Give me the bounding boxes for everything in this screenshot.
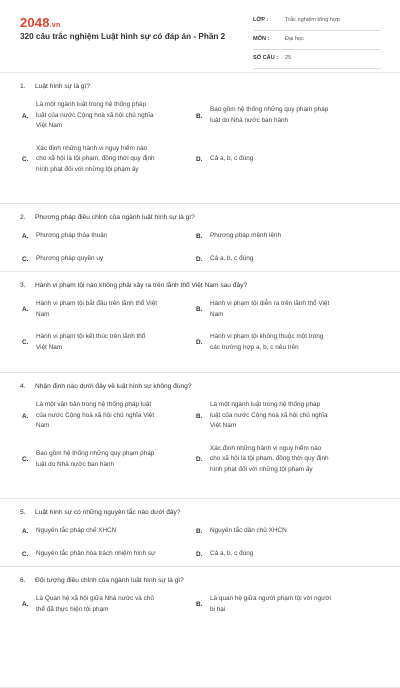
question-prompt: Luật hình sự có những nguyên tắc nào dưới đây? [35, 509, 181, 516]
question-2 [0, 204, 400, 272]
option-letter: A. [22, 112, 29, 120]
option-text-line: các trường hợp a, b, c nêu trên [210, 343, 299, 351]
option-letter: C. [22, 339, 29, 347]
question-text [20, 282, 247, 289]
option-text [36, 526, 196, 537]
meta-label: MÔN : [253, 36, 270, 42]
meta-row-subject [253, 34, 381, 50]
option-text-line: hình phạt đối với những tội phạm ấy [36, 165, 139, 173]
question-number: 3. [20, 282, 26, 289]
option-text-line: Nguyên tắc phân hóa trách nhiệm hình sự [36, 549, 156, 557]
option-text-line: Phương pháp thỏa thuận [36, 232, 108, 239]
question-number: 6. [20, 577, 26, 584]
meta-row-count [253, 53, 381, 69]
option-b[interactable] [196, 299, 372, 320]
meta-label: SỐ CÂU : [253, 55, 279, 61]
option-text-line: Phương pháp mệnh lệnh [210, 232, 282, 239]
option-text [210, 526, 370, 537]
option-text-line: Là một ngành luật trong hệ thống pháp [210, 401, 321, 408]
option-text-line: thể đã thực hiện tội phạm [36, 605, 109, 613]
option-d[interactable] [196, 549, 372, 560]
question-number: 2. [20, 214, 26, 221]
meta-row-class [253, 15, 381, 31]
question-prompt: Luật hình sự là gì? [35, 83, 91, 90]
option-text [210, 444, 370, 476]
option-text [36, 449, 196, 470]
option-text [36, 231, 196, 242]
option-text [210, 154, 370, 165]
question-number: 1. [20, 83, 26, 90]
option-letter: A. [22, 528, 29, 535]
option-a[interactable] [22, 594, 198, 615]
option-letter: B. [196, 601, 203, 609]
option-b[interactable] [196, 231, 372, 242]
question-text [20, 509, 181, 516]
option-letter: C. [22, 255, 29, 263]
option-d[interactable] [196, 332, 372, 353]
question-text [20, 83, 90, 90]
option-text [36, 400, 196, 432]
option-letter: B. [196, 306, 203, 314]
option-text [36, 299, 196, 320]
option-c[interactable] [22, 332, 198, 353]
option-text [210, 332, 370, 353]
option-text [210, 231, 370, 242]
option-b[interactable] [196, 594, 372, 615]
option-c[interactable] [22, 549, 198, 560]
option-letter: A. [22, 601, 29, 609]
option-b[interactable] [196, 400, 372, 432]
option-c[interactable] [22, 444, 198, 476]
option-letter: B. [196, 233, 203, 240]
option-b[interactable] [196, 100, 372, 132]
option-text-line: Hành vi phạm tội kết thúc trên lãnh thổ [36, 333, 146, 341]
option-text [210, 400, 370, 432]
option-d[interactable] [196, 144, 372, 176]
option-text-line: Là một văn bản trong hệ thống pháp luật [36, 401, 152, 408]
option-text [36, 549, 196, 560]
question-number: 4. [20, 383, 26, 390]
meta-value: Đại học [285, 36, 304, 42]
question-text [20, 383, 192, 390]
option-text-line: Là Quan hệ xã hội giữa Nhà nước và chủ [36, 595, 154, 602]
option-text [210, 594, 370, 615]
option-text-line: luật của nước Cộng hoà xã hội chủ nghĩa [36, 111, 154, 119]
option-d[interactable] [196, 254, 372, 265]
option-a[interactable] [22, 100, 198, 132]
option-text-line: Việt Nam [210, 422, 237, 430]
option-text-line: cho xã hội là tội phạm, đồng thời quy định [36, 155, 155, 163]
option-text-line: hình phạt đối với những tội phạm ấy [210, 465, 313, 473]
option-text-line: Xác định những hành vi nguy hiểm nào [210, 444, 322, 452]
option-text-line: Hành vi phạm tội diễn ra trên lãnh thổ Việt [210, 300, 330, 307]
option-a[interactable] [22, 299, 198, 320]
option-letter: A. [22, 306, 29, 314]
option-text-line: luật do Nhà nước ban hành [210, 116, 289, 124]
question-6 [0, 567, 400, 688]
question-prompt: Đối tượng điều chỉnh của ngành luật hình sự là gì? [35, 577, 184, 584]
option-text-line: Hành vi phạm tội không thuộc một trong [210, 333, 324, 341]
option-letter: C. [22, 550, 29, 558]
option-text [210, 299, 370, 320]
option-text-line: của nước Cộng hoà xã hội chủ nghĩa Việt [36, 411, 155, 419]
option-a[interactable] [22, 400, 198, 432]
option-b[interactable] [196, 526, 372, 537]
option-text-line: Bao gồm hệ thống những quy phạm pháp [36, 450, 155, 458]
option-letter: B. [196, 528, 203, 535]
option-letter: C. [22, 156, 29, 164]
option-letter: A. [22, 233, 29, 240]
option-a[interactable] [22, 231, 198, 242]
option-text-line: bị hại [210, 605, 226, 613]
option-text-line: Nam [36, 422, 50, 430]
option-c[interactable] [22, 144, 198, 176]
option-text-line: Việt Nam [36, 343, 63, 351]
option-text [210, 254, 370, 265]
option-letter: D. [196, 339, 203, 347]
option-text [36, 254, 196, 265]
option-text-line: cho xã hội là tội phạm, đồng thời quy định [210, 455, 329, 463]
question-prompt: Hành vi phạm tội nào không phải xảy ra trên lãnh thổ Việt Nam sau đây? [35, 282, 248, 289]
option-text [210, 105, 370, 126]
option-text-line: Nguyên tắc dân chủ XHCN [210, 527, 287, 534]
option-letter: B. [196, 112, 203, 120]
option-text [36, 100, 196, 132]
option-text [36, 144, 196, 176]
option-letter: D. [196, 255, 203, 263]
option-d[interactable] [196, 444, 372, 476]
option-text-line: Là quan hệ giữa người phạm tội với người [210, 595, 331, 602]
option-letter: D. [196, 156, 203, 164]
question-number: 5. [20, 509, 26, 516]
option-letter: C. [22, 456, 29, 464]
option-text-line: Cả a, b, c đúng [210, 254, 254, 262]
question-text [20, 214, 195, 221]
option-c[interactable] [22, 254, 198, 265]
option-text-line: Bao gồm hệ thống những quy phạm pháp [210, 106, 329, 114]
option-text-line: Là một ngành luật trong hệ thống pháp [36, 101, 147, 108]
option-text-line: Xác định những hành vi nguy hiểm nào [36, 144, 148, 152]
option-text-line: Nam [210, 310, 224, 318]
option-text-line: Nguyên tắc pháp chế XHCN [36, 527, 117, 534]
question-text [20, 577, 184, 584]
document-meta [253, 15, 381, 72]
document-title: 320 câu trắc nghiệm Luật hình sự có đáp án - Phần 2 [20, 32, 226, 41]
option-text [36, 332, 196, 353]
option-letter: A. [22, 412, 29, 420]
option-letter: D. [196, 550, 203, 558]
option-text-line: luật do Nhà nước ban hành [36, 460, 115, 468]
site-logo[interactable]: 2048.vn [20, 15, 61, 30]
option-text-line: Phương pháp quyền uy [36, 254, 104, 262]
meta-value: Trắc nghiệm tổng hợp [285, 17, 340, 23]
question-4 [0, 373, 400, 499]
option-text-line: Cả a, b, c đúng [210, 155, 254, 163]
option-text [36, 594, 196, 615]
option-a[interactable] [22, 526, 198, 537]
question-prompt: Phương pháp điều chỉnh của ngành luật hình sự là gì? [35, 214, 195, 221]
option-text-line: luật của nước Cộng hoà xã hội chủ nghĩa [210, 411, 328, 419]
option-text-line: Nam [36, 310, 50, 318]
option-text-line: Hành vi phạm tội bắt đầu trên lãnh thổ Việt [36, 300, 158, 307]
meta-value: 25 [285, 55, 292, 61]
option-text-line: Việt Nam [36, 122, 63, 130]
option-text [210, 549, 370, 560]
document-header [0, 0, 400, 73]
question-3 [0, 272, 400, 373]
option-letter: B. [196, 412, 203, 420]
question-5 [0, 499, 400, 567]
question-list [0, 73, 400, 688]
question-1 [0, 73, 400, 204]
option-text-line: Cả a, b, c đúng [210, 549, 254, 557]
meta-label: LỚP : [253, 17, 269, 23]
question-prompt: Nhận định nào dưới đây về luật hình sự không đúng? [35, 383, 192, 390]
option-letter: D. [196, 456, 203, 464]
